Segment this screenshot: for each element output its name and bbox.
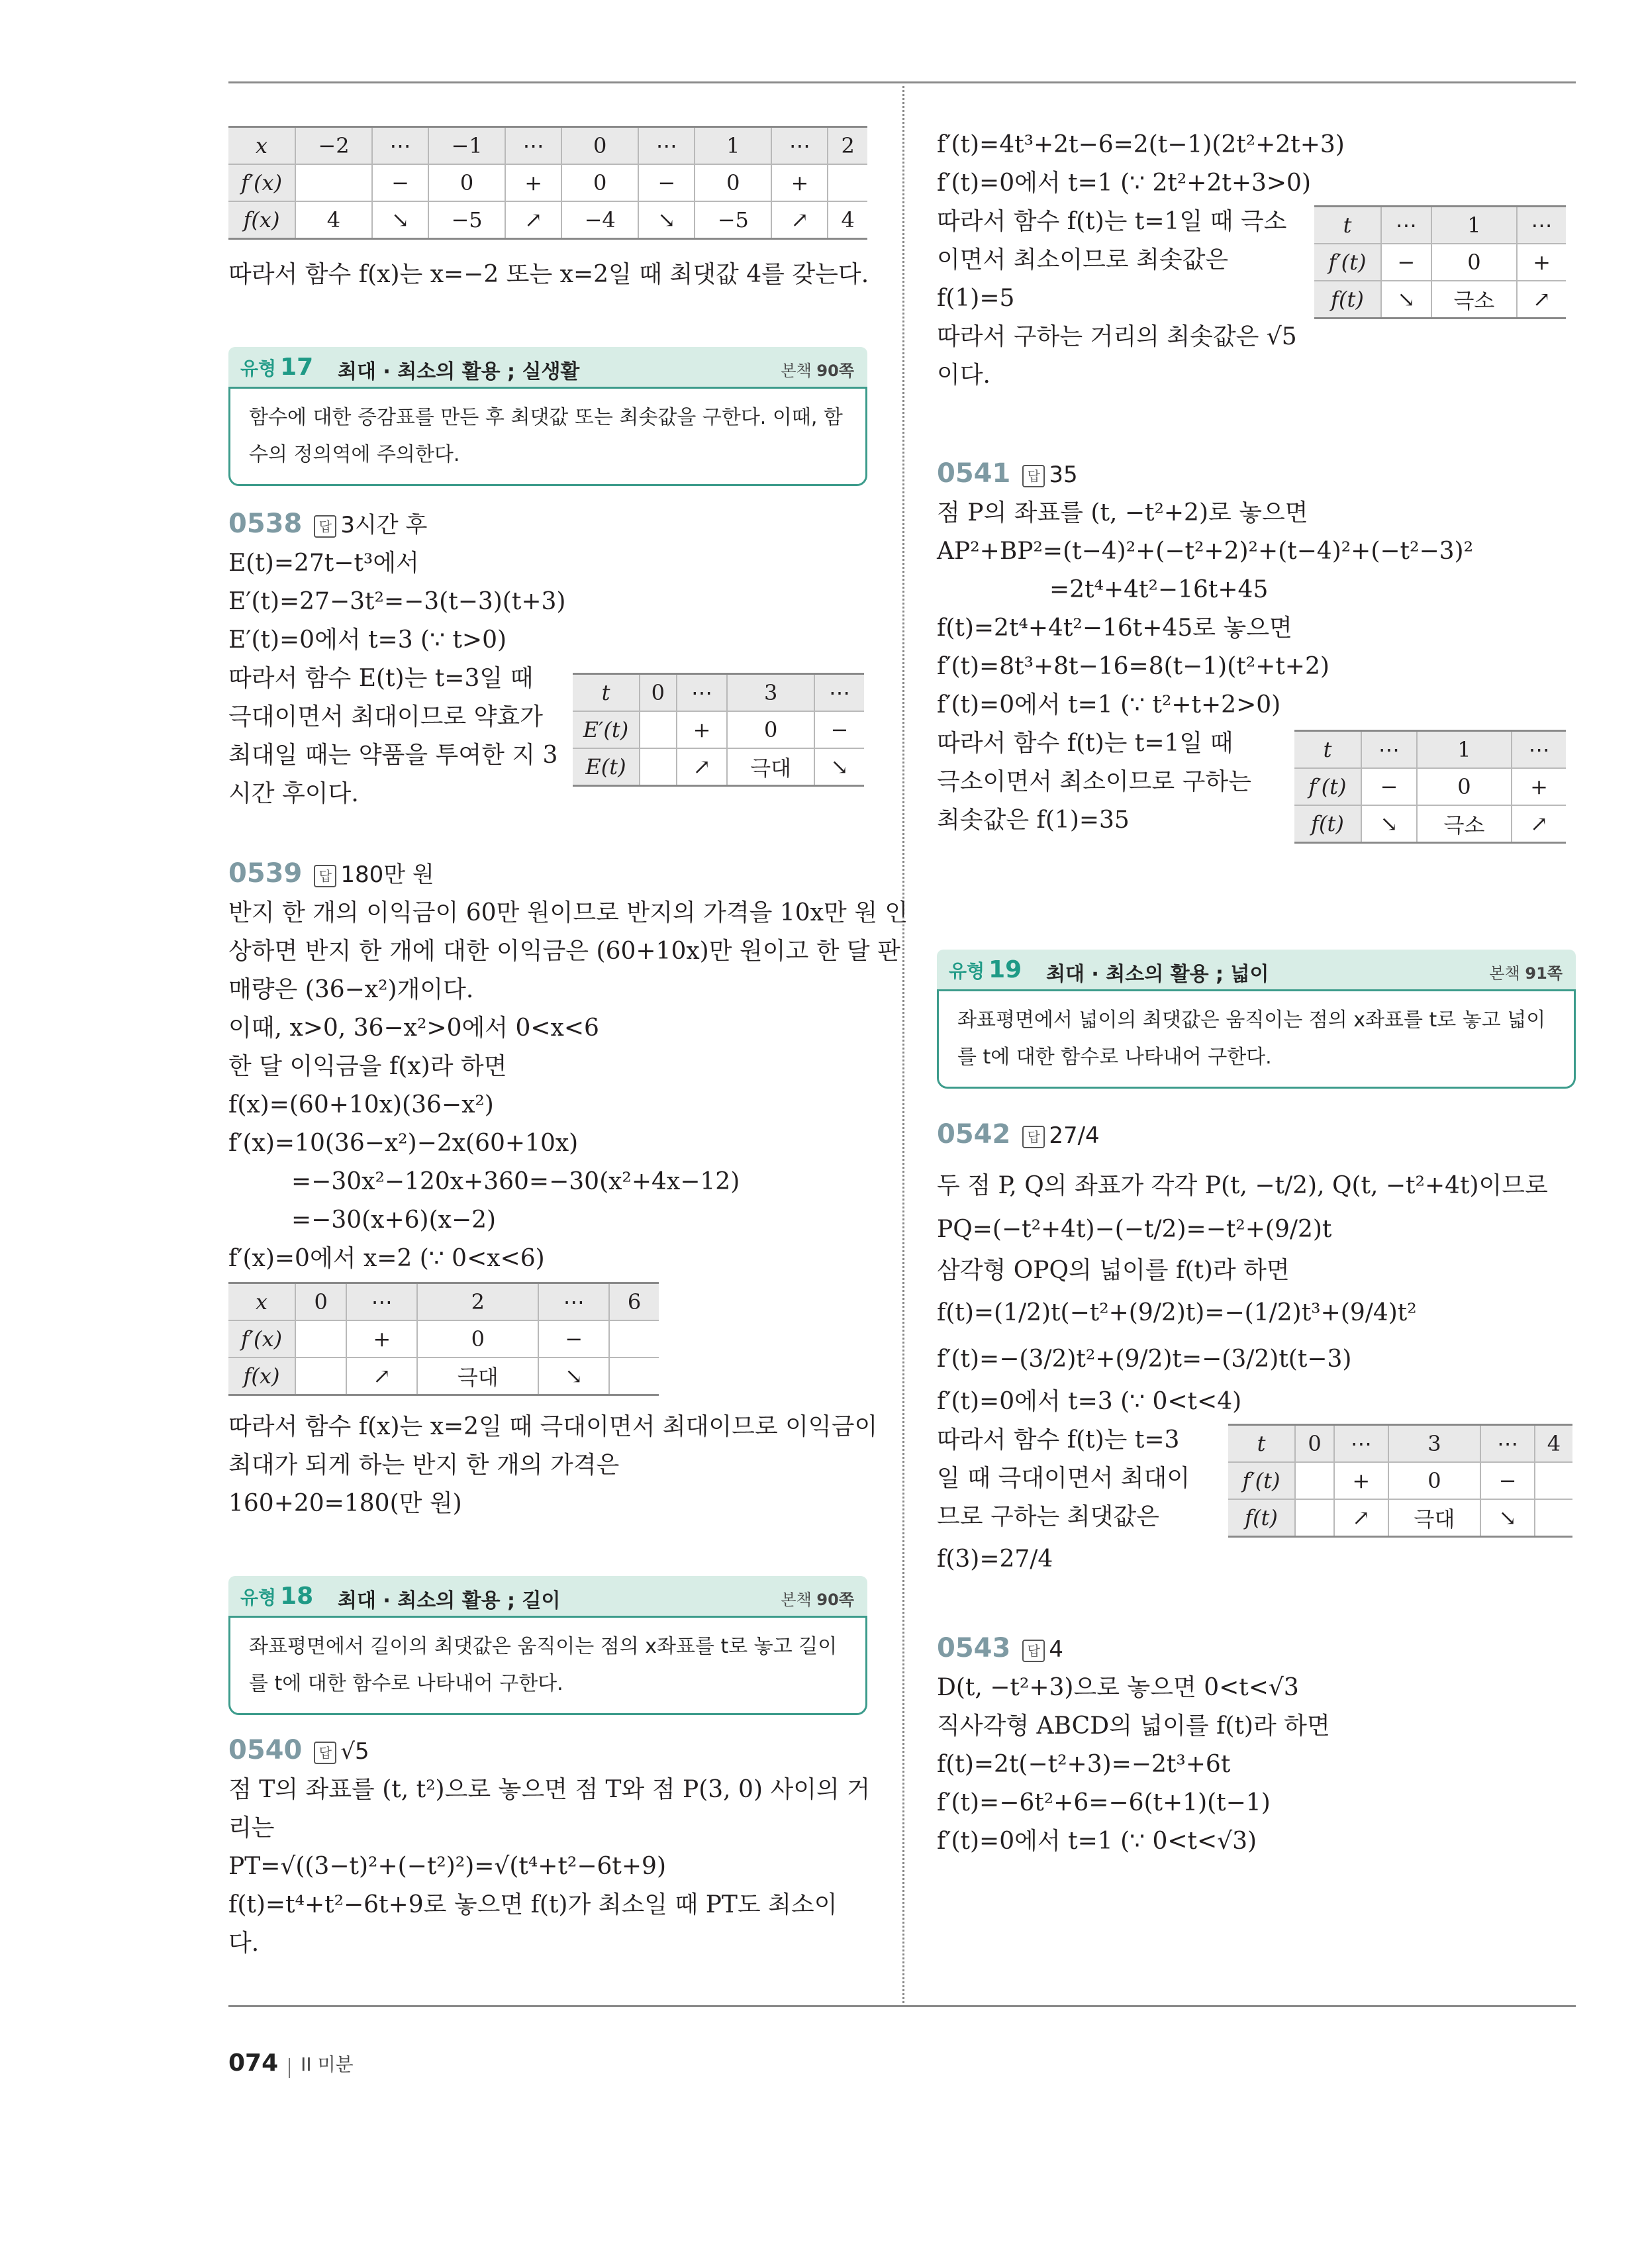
solution-line: 최솟값은 f(1)=35 (937, 807, 1130, 834)
solution-line: 따라서 함수 f(t)는 t=1일 때 (937, 730, 1233, 757)
solution-line: f(t)=2t⁴+4t²−16t+45로 놓으면 (937, 615, 1292, 642)
increase-decrease-table: t ⋯ 1 ⋯ f′(t) − 0 + f(t) ↘ 극소 ↗ (1294, 730, 1566, 844)
solution-line: 따라서 함수 f(t)는 t=1일 때 극소 (937, 208, 1287, 235)
table-cell: ↘ (638, 201, 695, 239)
type-17-banner (228, 347, 867, 387)
solution-line: 일 때 극대이면서 최대이 (937, 1465, 1190, 1492)
answer-icon: 답 (1022, 1126, 1045, 1148)
table-cell (295, 164, 372, 201)
type-title: 최대 · 최소의 활용 ; 길이 (338, 1589, 561, 1612)
table-cell: ⋯ (771, 127, 828, 165)
type-17-description: 함수에 대한 증감표를 만든 후 최댓값 또는 최솟값을 구한다. 이때, 함수의 정의역에 주의한다. (228, 387, 867, 486)
table-cell: −4 (561, 201, 638, 239)
top-rule (228, 81, 1576, 83)
solution-line: 리는 (228, 1814, 275, 1842)
table-cell: 4 (295, 201, 372, 239)
table-cell: ⋯ (638, 127, 695, 165)
solution-line: f′(x)=10(36−x²)−2x(60+10x) (228, 1130, 579, 1157)
solution-line: f′(x)=0에서 x=2 (∵ 0<x<6) (228, 1245, 545, 1272)
type-reference: 본책 91쪽 (1489, 964, 1563, 983)
solution-line: 이때, x>0, 36−x²>0에서 0<x<6 (228, 1014, 599, 1042)
solution-line: 점 P의 좌표를 (t, −t²+2)로 놓으면 (937, 499, 1308, 526)
solution-line: 다. (228, 1930, 260, 1957)
solution-line: f(3)=27/4 (937, 1546, 1053, 1573)
solution-line: 상하면 반지 한 개에 대한 이익금은 (60+10x)만 원이고 한 달 판 (228, 938, 900, 965)
table-cell: 4 (828, 201, 867, 239)
solution-line: f(x)=(60+10x)(36−x²) (228, 1091, 494, 1118)
page-footer (228, 2049, 354, 2078)
solution-line: PQ=(−t²+4t)−(−t/2)=−t²+(9/2)t (937, 1216, 1332, 1243)
table-cell: − (638, 164, 695, 201)
solution-line: 므로 구하는 최댓값은 (937, 1503, 1159, 1530)
solution-line: 점 T의 좌표를 (t, t²)으로 놓으면 점 T와 점 P(3, 0) 사이의 거 (228, 1776, 870, 1803)
solution-line: 따라서 함수 f(t)는 t=3 (937, 1426, 1180, 1454)
solution-line: 160+20=180(만 원) (228, 1490, 462, 1517)
type-tag: 유형 17 (240, 354, 314, 381)
type-title: 최대 · 최소의 활용 ; 넓이 (1046, 963, 1269, 986)
solution-line: 시간 후이다. (228, 780, 359, 807)
table-cell: + (505, 164, 561, 201)
solution-line: f(t)=t⁴+t²−6t+9로 놓으면 f(t)가 최소일 때 PT도 최소이 (228, 1891, 838, 1918)
type-18-banner (228, 1576, 867, 1616)
increase-decrease-table: x 0 ⋯ 2 ⋯ 6 f′(x) + 0 − f(x) ↗ 극대 ↘ (228, 1282, 659, 1396)
type-reference: 본책 90쪽 (781, 1591, 854, 1609)
table-cell: −5 (695, 201, 771, 239)
answer-icon: 답 (1022, 1640, 1045, 1662)
conclusion-text: 따라서 함수 f(x)는 x=−2 또는 x=2일 때 최댓값 4를 갖는다. (228, 261, 869, 288)
solution-line: D(t, −t²+3)으로 놓으면 0<t<√3 (937, 1674, 1299, 1701)
chapter-label: II 미분 (301, 2053, 354, 2075)
problem-0541-header: 0541 답 35 (937, 458, 1078, 489)
table-cell: x (228, 127, 295, 165)
answer-icon: 답 (314, 865, 336, 887)
increase-decrease-table: t 0 ⋯ 3 ⋯ E′(t) + 0 − E(t) ↗ 극대 ↘ (573, 673, 864, 787)
table-cell: f′(x) (228, 164, 295, 201)
solution-line: 이면서 최소이므로 최솟값은 (937, 246, 1229, 273)
solution-line: f′(t)=0에서 t=1 (∵ 2t²+2t+3>0) (937, 170, 1312, 197)
solution-line: 삼각형 OPQ의 넓이를 f(t)라 하면 (937, 1257, 1290, 1284)
page-number: 074 (228, 2049, 279, 2077)
solution-line: 직사각형 ABCD의 넓이를 f(t)라 하면 (937, 1712, 1330, 1740)
type-tag: 유형 19 (949, 956, 1022, 983)
table-cell: 0 (428, 164, 505, 201)
solution-line: E′(t)=27−3t²=−3(t−3)(t+3) (228, 588, 566, 615)
right-column (937, 126, 1576, 1861)
table-cell: 0 (561, 127, 638, 165)
solution-line: f′(t)=0에서 t=3 (∵ 0<t<4) (937, 1388, 1242, 1415)
increase-decrease-table: t ⋯ 1 ⋯ f′(t) − 0 + f(t) ↘ 극소 ↗ (1314, 205, 1566, 319)
problem-0542-header: 0542 답 27/4 (937, 1119, 1100, 1150)
solution-line: 반지 한 개의 이익금이 60만 원이므로 반지의 가격을 10x만 원 인 (228, 899, 908, 926)
solution-line: 두 점 P, Q의 좌표가 각각 P(t, −t/2), Q(t, −t²+4t)이므로 (937, 1172, 1548, 1199)
problem-0539-header: 0539 답 180만 원 (228, 858, 434, 889)
answer-icon: 답 (1022, 465, 1045, 487)
left-column (228, 126, 908, 1963)
solution-line: 한 달 이익금을 f(x)라 하면 (228, 1053, 507, 1080)
solution-line: 극소이면서 최소이므로 구하는 (937, 768, 1251, 795)
solution-line: f′(t)=0에서 t=1 (∵ 0<t<√3) (937, 1828, 1257, 1855)
solution-line: 최대일 때는 약품을 투여한 지 3 (228, 742, 558, 769)
solution-line: 최대가 되게 하는 반지 한 개의 가격은 (228, 1452, 620, 1479)
bottom-rule (228, 2005, 1576, 2007)
solution-line: E′(t)=0에서 t=3 (∵ t>0) (228, 626, 507, 654)
solution-line: f′(t)=−6t²+6=−6(t+1)(t−1) (937, 1789, 1271, 1816)
solution-line: 따라서 구하는 거리의 최솟값은 √5 (937, 323, 1297, 350)
type-18-description: 좌표평면에서 길이의 최댓값은 움직이는 점의 x좌표를 t로 놓고 길이를 t에 대한 함수로 나타내어 구한다. (228, 1616, 867, 1715)
type-reference: 본책 90쪽 (781, 362, 854, 380)
solution-line: 따라서 함수 f(x)는 x=2일 때 극대이면서 최대이므로 이익금이 (228, 1413, 878, 1440)
type-19-banner (937, 950, 1576, 989)
solution-line: f′(t)=8t³+8t−16=8(t−1)(t²+t+2) (937, 653, 1329, 680)
solution-line: =−30x²−120x+360=−30(x²+4x−12) (291, 1168, 740, 1195)
solution-line: f′(t)=−(3/2)t²+(9/2)t=−(3/2)t(t−3) (937, 1346, 1352, 1373)
table-cell: ↘ (372, 201, 428, 239)
type-19-description: 좌표평면에서 넓이의 최댓값은 움직이는 점의 x좌표를 t로 놓고 넓이를 t에 대한 함수로 나타내어 구한다. (937, 989, 1576, 1089)
problem-0540-header: 0540 답 √5 (228, 1735, 369, 1765)
solution-line: 극대이면서 최대이므로 약효가 (228, 703, 543, 730)
solution-line: E(t)=27t−t³에서 (228, 550, 419, 577)
table-cell: ⋯ (505, 127, 561, 165)
solution-line: 이다. (937, 362, 990, 389)
type-title: 최대 · 최소의 활용 ; 실생활 (338, 360, 580, 383)
solution-line: =2t⁴+4t²−16t+45 (1049, 576, 1269, 603)
solution-line: 따라서 함수 E(t)는 t=3일 때 (228, 665, 534, 692)
table-cell: ↗ (505, 201, 561, 239)
solution-line: =−30(x+6)(x−2) (291, 1207, 497, 1234)
increase-decrease-table (228, 126, 867, 240)
table-cell (828, 164, 867, 201)
solution-line: f(1)=5 (937, 285, 1015, 312)
solution-line: f′(t)=4t³+2t−6=2(t−1)(2t²+2t+3) (937, 131, 1345, 158)
solution-line: PT=√((3−t)²+(−t²)²)=√(t⁴+t²−6t+9) (228, 1853, 666, 1880)
answer-icon: 답 (314, 515, 336, 538)
table-cell: 2 (828, 127, 867, 165)
table-cell: − (372, 164, 428, 201)
table-cell: 0 (561, 164, 638, 201)
table-cell: −1 (428, 127, 505, 165)
table-cell: + (771, 164, 828, 201)
increase-decrease-table: t 0 ⋯ 3 ⋯ 4 f′(t) + 0 − f(t) ↗ 극대 ↘ (1228, 1424, 1572, 1538)
table-cell: ⋯ (372, 127, 428, 165)
table-cell: 1 (695, 127, 771, 165)
problem-0538-body (228, 660, 867, 813)
type-tag: 유형 18 (240, 1583, 314, 1610)
table-cell: −5 (428, 201, 505, 239)
solution-line: f(t)=2t(−t²+3)=−2t³+6t (937, 1751, 1231, 1778)
problem-0538-header: 0538 답 3시간 후 (228, 509, 428, 539)
answer-icon: 답 (314, 1742, 336, 1764)
column-divider (902, 86, 904, 2003)
solution-line: 매량은 (36−x²)개이다. (228, 976, 474, 1003)
solution-line: f′(t)=0에서 t=1 (∵ t²+t+2>0) (937, 691, 1281, 718)
table-cell: 0 (695, 164, 771, 201)
solution-line: AP²+BP²=(t−4)²+(−t²+2)²+(t−4)²+(−t²−3)² (937, 538, 1473, 565)
table-cell: ↗ (771, 201, 828, 239)
solution-line: f(t)=(1/2)t(−t²+(9/2)t)=−(1/2)t³+(9/4)t² (937, 1299, 1417, 1326)
table-cell: f(x) (228, 201, 295, 239)
table-cell: −2 (295, 127, 372, 165)
problem-0543-header: 0543 답 4 (937, 1633, 1063, 1663)
